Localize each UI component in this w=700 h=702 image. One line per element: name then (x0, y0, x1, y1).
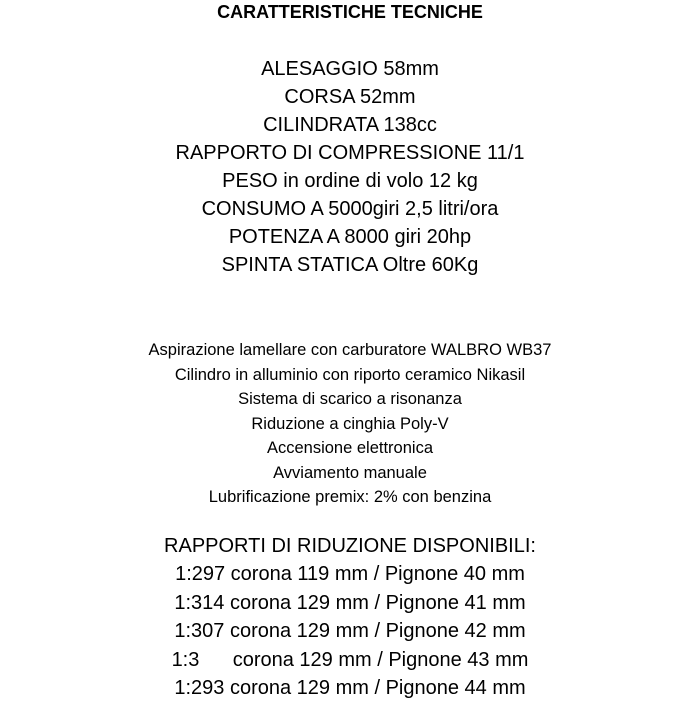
spec-displacement: CILINDRATA 138cc (263, 114, 437, 136)
technical-specs-list (0, 55, 700, 279)
feature-starter: Avviamento manuale (273, 463, 427, 482)
spec-static-thrust: SPINTA STATICA Oltre 60Kg (221, 254, 479, 276)
ratio-row: 1:3 corona 129 mm / Pignone 43 mm (171, 648, 529, 671)
feature-exhaust: Sistema di scarico a risonanza (238, 390, 462, 408)
page-title: CARATTERISTICHE TECNICHE (217, 2, 483, 22)
spec-stroke: CORSA 52mm (284, 86, 416, 108)
feature-reduction: Riduzione a cinghia Poly-V (251, 414, 449, 433)
ratio-row: 1:293 corona 129 mm / Pignone 44 mm (174, 677, 526, 700)
ratios-heading: RAPPORTI DI RIDUZIONE DISPONIBILI: (164, 535, 536, 557)
reduction-ratios-section (0, 532, 700, 702)
feature-ignition: Accensione elettronica (266, 439, 433, 457)
feature-cylinder: Cilindro in alluminio con riporto ceramico Nikasil (174, 365, 526, 384)
spec-compression-ratio: RAPPORTO DI COMPRESSIONE 11/1 (175, 142, 525, 164)
spec-weight: PESO in ordine di volo 12 kg (222, 170, 478, 192)
ratio-row: 1:307 corona 129 mm / Pignone 42 mm (174, 620, 526, 643)
ratio-row: 1:297 corona 119 mm / Pignone 40 mm (175, 563, 525, 586)
feature-lubrication: Lubrificazione premix: 2% con benzina (208, 488, 492, 506)
ratio-row: 1:314 corona 129 mm / Pignone 41 mm (174, 591, 526, 614)
features-list (0, 338, 700, 510)
spec-consumption: CONSUMO A 5000giri 2,5 litri/ora (201, 198, 499, 220)
spec-power: POTENZA A 8000 giri 20hp (228, 226, 472, 248)
spec-bore: ALESAGGIO 58mm (261, 58, 439, 80)
feature-intake: Aspirazione lamellare con carburatore WALBRO WB37 (148, 341, 552, 359)
